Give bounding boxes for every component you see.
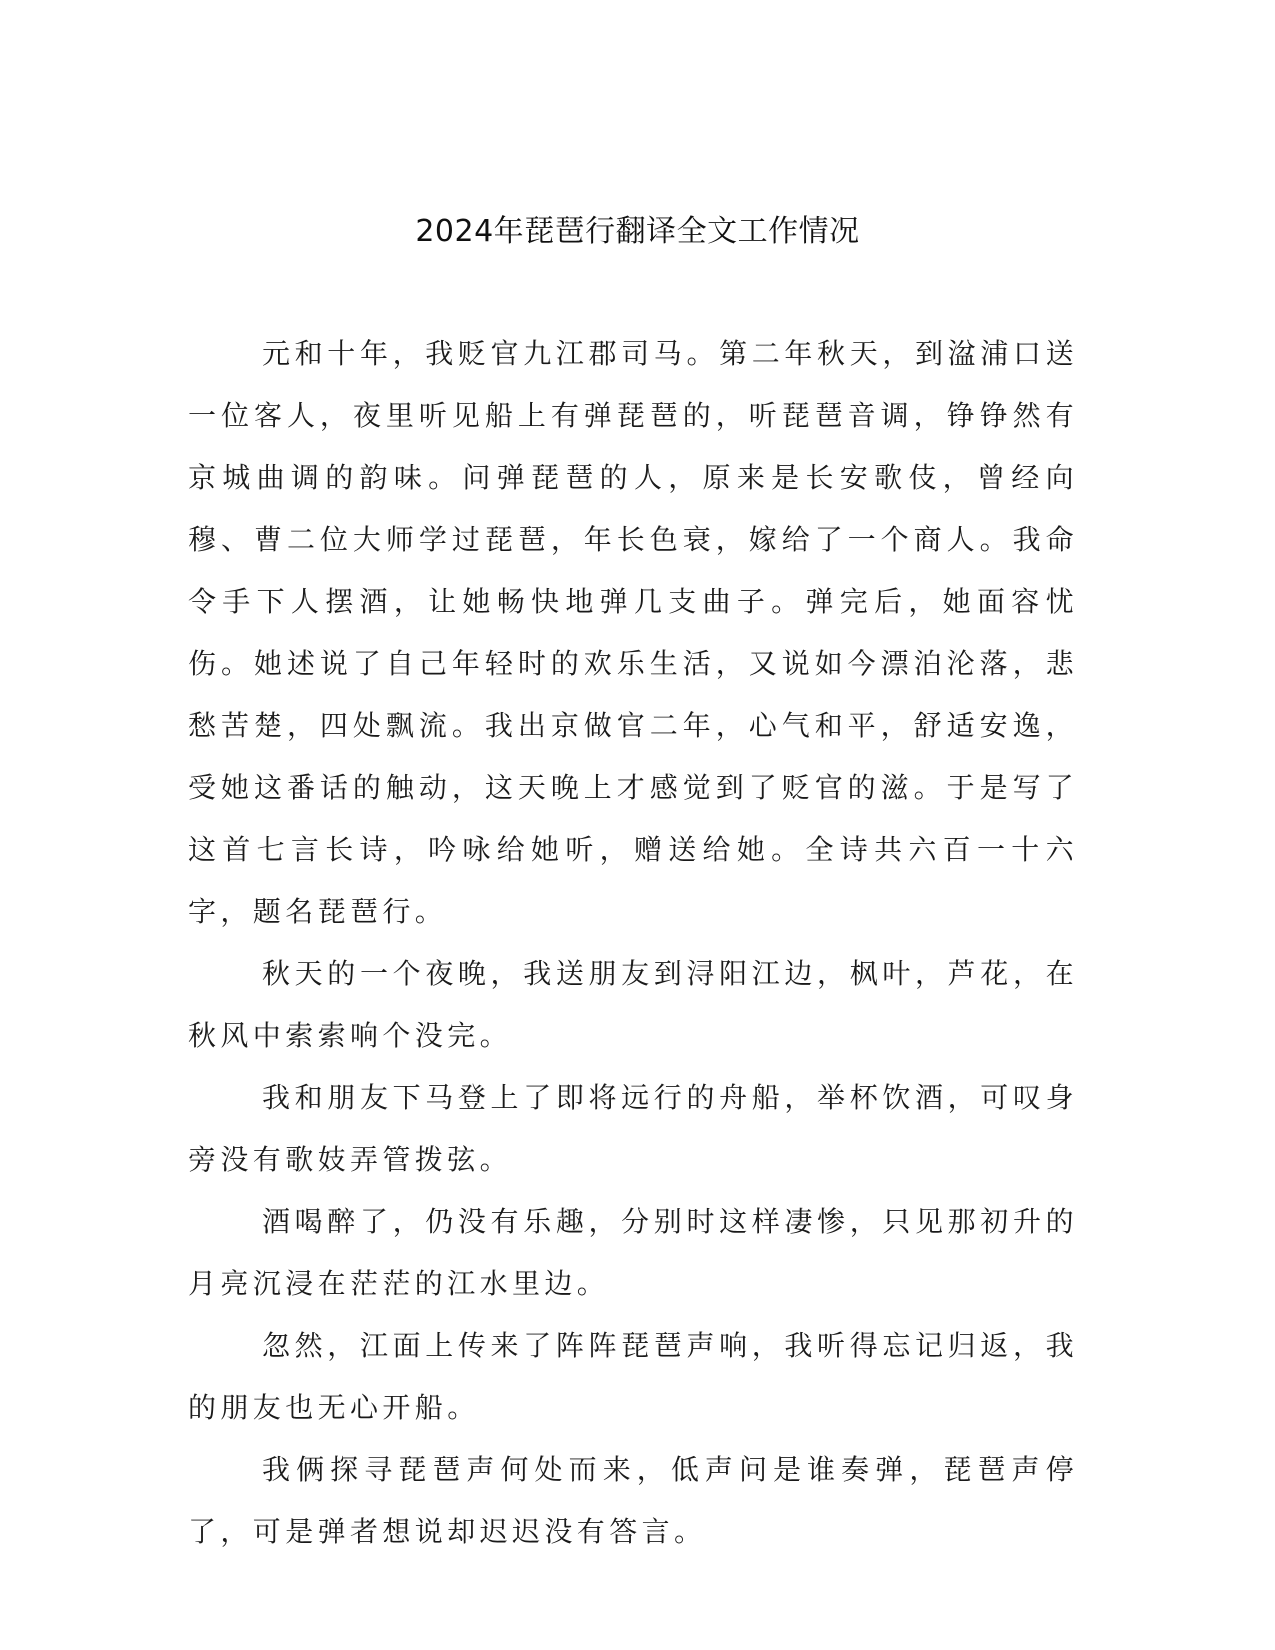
paragraph-3: 我和朋友下马登上了即将远行的舟船，举杯饮酒，可叹身旁没有歌妓弄管拨弦。 [188,1081,1078,1176]
document-body [188,323,1078,1563]
paragraph-6: 我俩探寻琵琶声何处而来，低声问是谁奏弹，琵琶声停了，可是弹者想说却迟迟没有答言。 [188,1453,1078,1548]
paragraph-5: 忽然，江面上传来了阵阵琵琶声响，我听得忘记归返，我的朋友也无心开船。 [188,1329,1078,1424]
paragraph-2: 秋天的一个夜晚，我送朋友到浔阳江边，枫叶，芦花，在秋风中索索响个没完。 [188,957,1078,1052]
paragraph-4: 酒喝醉了，仍没有乐趣，分别时这样凄惨，只见那初升的月亮沉浸在茫茫的江水里边。 [188,1205,1078,1300]
page-title: 2024年琵琶行翻译全文工作情况 [415,214,860,249]
paragraph-1: 元和十年，我贬官九江郡司马。第二年秋天，到湓浦口送一位客人，夜里听见船上有弹琵琶的，听琵琶音调，铮铮然有京城曲调的韵味。问弹琵琶的人，原来是长安歌伎，曾经向穆、曹二位大师学过琵琶，年长色衰，嫁给了一个商人。我命令手下人摆酒，让她畅快地弹几支曲子。弹完后，她面容忧伤。她述说了自己年轻时的欢乐生活，又说如今漂泊沦落，悲愁苦楚，四处飘流。我出京做官二年，心气和平，舒适安逸，受她这番话的触动，这天晚上才感觉到了贬官的滋。于是写了这首七言长诗，吟咏给她听，赠送给她。全诗共六百一十六字，题名琵琶行。 [188,337,1078,928]
